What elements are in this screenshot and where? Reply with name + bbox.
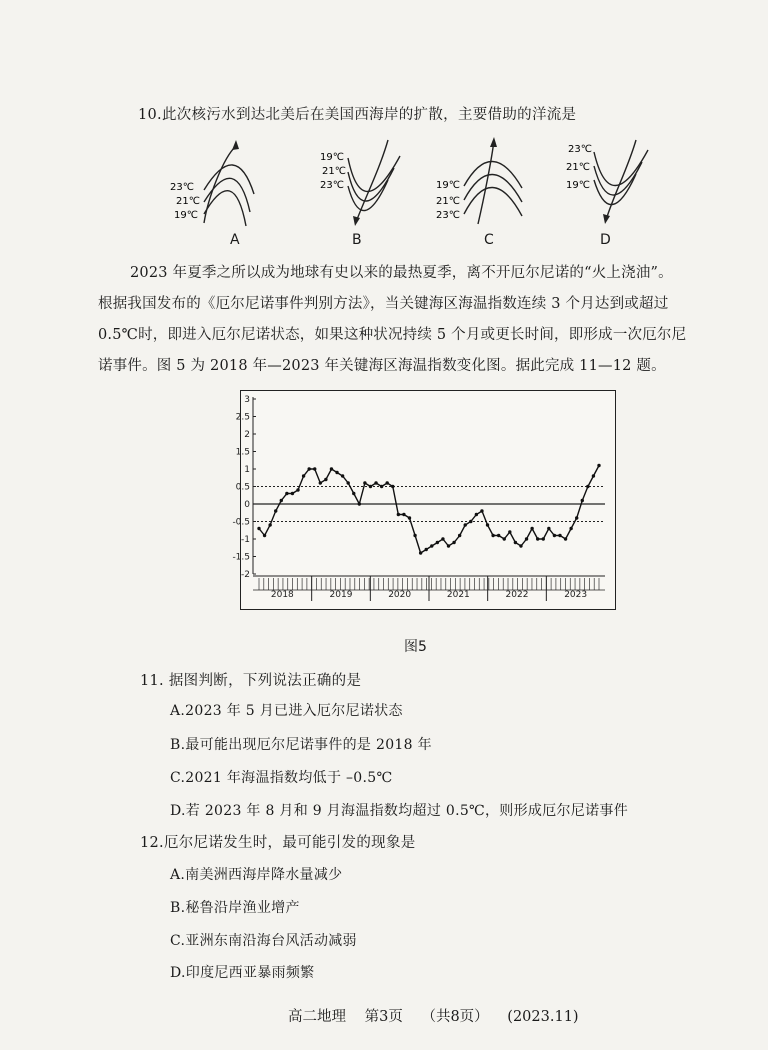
year-label: 2019 [329, 590, 353, 600]
isotherm-diagram-c [436, 138, 526, 233]
data-point [324, 478, 327, 481]
data-point [285, 492, 288, 495]
sst-index-chart [232, 390, 616, 610]
data-point [430, 544, 433, 547]
isotherm-diagram-d [566, 138, 656, 233]
q11-option-a[interactable]: A.2023 年 5 月已进入厄尔尼诺状态 [170, 703, 403, 719]
y-tick-label: -1 [241, 535, 250, 545]
y-tick-label: 1 [244, 465, 250, 475]
data-point [274, 509, 277, 512]
data-point [597, 464, 600, 467]
page-footer [288, 1005, 579, 1026]
q12-option-a[interactable]: A.南美洲西海岸降水量减少 [170, 867, 343, 883]
year-label: 2022 [505, 590, 529, 600]
data-point [408, 516, 411, 519]
data-point [302, 474, 305, 477]
data-point [296, 488, 299, 491]
data-point [447, 544, 450, 547]
temp-label: 23℃ [320, 180, 344, 191]
data-point [413, 534, 416, 537]
data-point [464, 523, 467, 526]
data-point [581, 499, 584, 502]
question-11: 11. 据图判断，下列说法正确的是 [140, 673, 362, 689]
data-point [380, 485, 383, 488]
data-point [497, 534, 500, 537]
option-label-c: C [484, 232, 494, 248]
data-point [542, 537, 545, 540]
y-tick-label: -0.5 [232, 517, 250, 528]
q11-option-b[interactable]: B.最可能出现厄尔尼诺事件的是 2018 年 [170, 737, 432, 753]
year-label: 2018 [270, 590, 294, 600]
data-point [475, 513, 478, 516]
data-point [319, 481, 322, 484]
data-point [307, 467, 310, 470]
data-point [352, 492, 355, 495]
passage-line: 2023 年夏季之所以成为地球有史以来的最热夏季，离不开厄尔尼诺的“火上浇油”。 [130, 265, 673, 281]
data-point [313, 467, 316, 470]
data-point [458, 534, 461, 537]
passage-line: 诺事件。图 5 为 2018 年—2023 年关键海区海温指数变化图。据此完成 11—12 题。 [98, 358, 666, 374]
data-point [441, 537, 444, 540]
temp-label: 19℃ [436, 180, 460, 191]
data-point [363, 481, 366, 484]
figure-caption: 图5 [404, 639, 427, 655]
data-point [558, 534, 561, 537]
temp-label: 21℃ [436, 196, 460, 207]
chart-canvas [232, 391, 615, 609]
data-point [330, 467, 333, 470]
reading-passage [98, 258, 728, 382]
data-point [514, 541, 517, 544]
temp-label: 23℃ [170, 182, 194, 193]
y-tick-label: 3 [244, 395, 250, 405]
data-point [391, 485, 394, 488]
data-point [592, 474, 595, 477]
year-label: 2021 [446, 590, 470, 600]
data-point [486, 523, 489, 526]
data-point [257, 527, 260, 530]
data-point [452, 541, 455, 544]
data-point [402, 513, 405, 516]
data-point [369, 485, 372, 488]
data-point [530, 527, 533, 530]
data-point [503, 537, 506, 540]
y-tick-label: 0 [244, 500, 250, 510]
footer-date: (2023.11) [507, 1009, 579, 1025]
footer-page: 第3页 [364, 1009, 403, 1025]
y-tick-label: -1.5 [232, 552, 250, 563]
data-point [268, 523, 271, 526]
year-label: 2023 [564, 590, 588, 600]
temp-label: 21℃ [176, 196, 200, 207]
option-label-b: B [352, 232, 362, 248]
data-point [436, 541, 439, 544]
temp-label: 19℃ [320, 152, 344, 163]
data-point [569, 527, 572, 530]
y-tick-label: 2 [244, 430, 250, 440]
data-point [564, 537, 567, 540]
data-point [291, 492, 294, 495]
passage-line: 0.5℃时，即进入厄尔尼诺状态，如果这种状况持续 5 个月或更长时间，即形成一次厄尔尼 [98, 327, 687, 343]
data-point [508, 530, 511, 533]
data-point [419, 551, 422, 554]
temp-label: 21℃ [322, 166, 346, 177]
footer-total: （共8页） [421, 1009, 489, 1025]
data-point [536, 537, 539, 540]
option-label-a: A [230, 232, 240, 248]
q11-option-c[interactable]: C.2021 年海温指数均低于 –0.5℃ [170, 770, 393, 786]
isotherm-diagram-a [168, 138, 258, 233]
data-point [547, 527, 550, 530]
temp-label: 23℃ [436, 210, 460, 221]
year-label: 2020 [388, 590, 412, 600]
isotherm-diagram-b [318, 138, 408, 233]
y-tick-label: -2 [241, 570, 250, 580]
data-point [341, 474, 344, 477]
option-label-d: D [600, 232, 611, 248]
series-line [259, 466, 599, 554]
data-point [374, 481, 377, 484]
data-point [553, 534, 556, 537]
data-point [346, 481, 349, 484]
data-point [385, 481, 388, 484]
data-point [586, 485, 589, 488]
y-tick-label: 2.5 [235, 412, 250, 423]
footer-subject: 高二地理 [288, 1009, 346, 1025]
y-tick-label: 0.5 [235, 482, 250, 493]
data-point [525, 537, 528, 540]
passage-line: 根据我国发布的《厄尔尼诺事件判别方法》，当关键海区海温指数连续 3 个月达到或超过 [98, 296, 669, 312]
q11-option-d[interactable]: D.若 2023 年 8 月和 9 月海温指数均超过 0.5℃，则形成厄尔尼诺事件 [170, 803, 628, 819]
question-10: 10.此次核污水到达北美后在美国西海岸的扩散，主要借助的洋流是 [138, 107, 577, 123]
data-point [491, 534, 494, 537]
data-point [469, 520, 472, 523]
q12-option-b[interactable]: B.秘鲁沿岸渔业增产 [170, 900, 300, 916]
data-point [358, 502, 361, 505]
temp-label: 19℃ [566, 180, 590, 191]
q12-option-c[interactable]: C.亚洲东南沿海台风活动减弱 [170, 933, 357, 949]
data-point [480, 509, 483, 512]
q12-option-d[interactable]: D.印度尼西亚暴雨频繁 [170, 965, 315, 981]
data-point [575, 516, 578, 519]
data-point [397, 513, 400, 516]
temp-label: 19℃ [174, 210, 198, 221]
temp-label: 21℃ [566, 162, 590, 173]
data-point [519, 544, 522, 547]
temp-label: 23℃ [568, 144, 592, 155]
data-point [263, 534, 266, 537]
question-12: 12.厄尔尼诺发生时，最可能引发的现象是 [140, 835, 416, 851]
y-tick-label: 1.5 [235, 447, 250, 458]
data-point [335, 471, 338, 474]
data-point [425, 548, 428, 551]
data-point [280, 499, 283, 502]
